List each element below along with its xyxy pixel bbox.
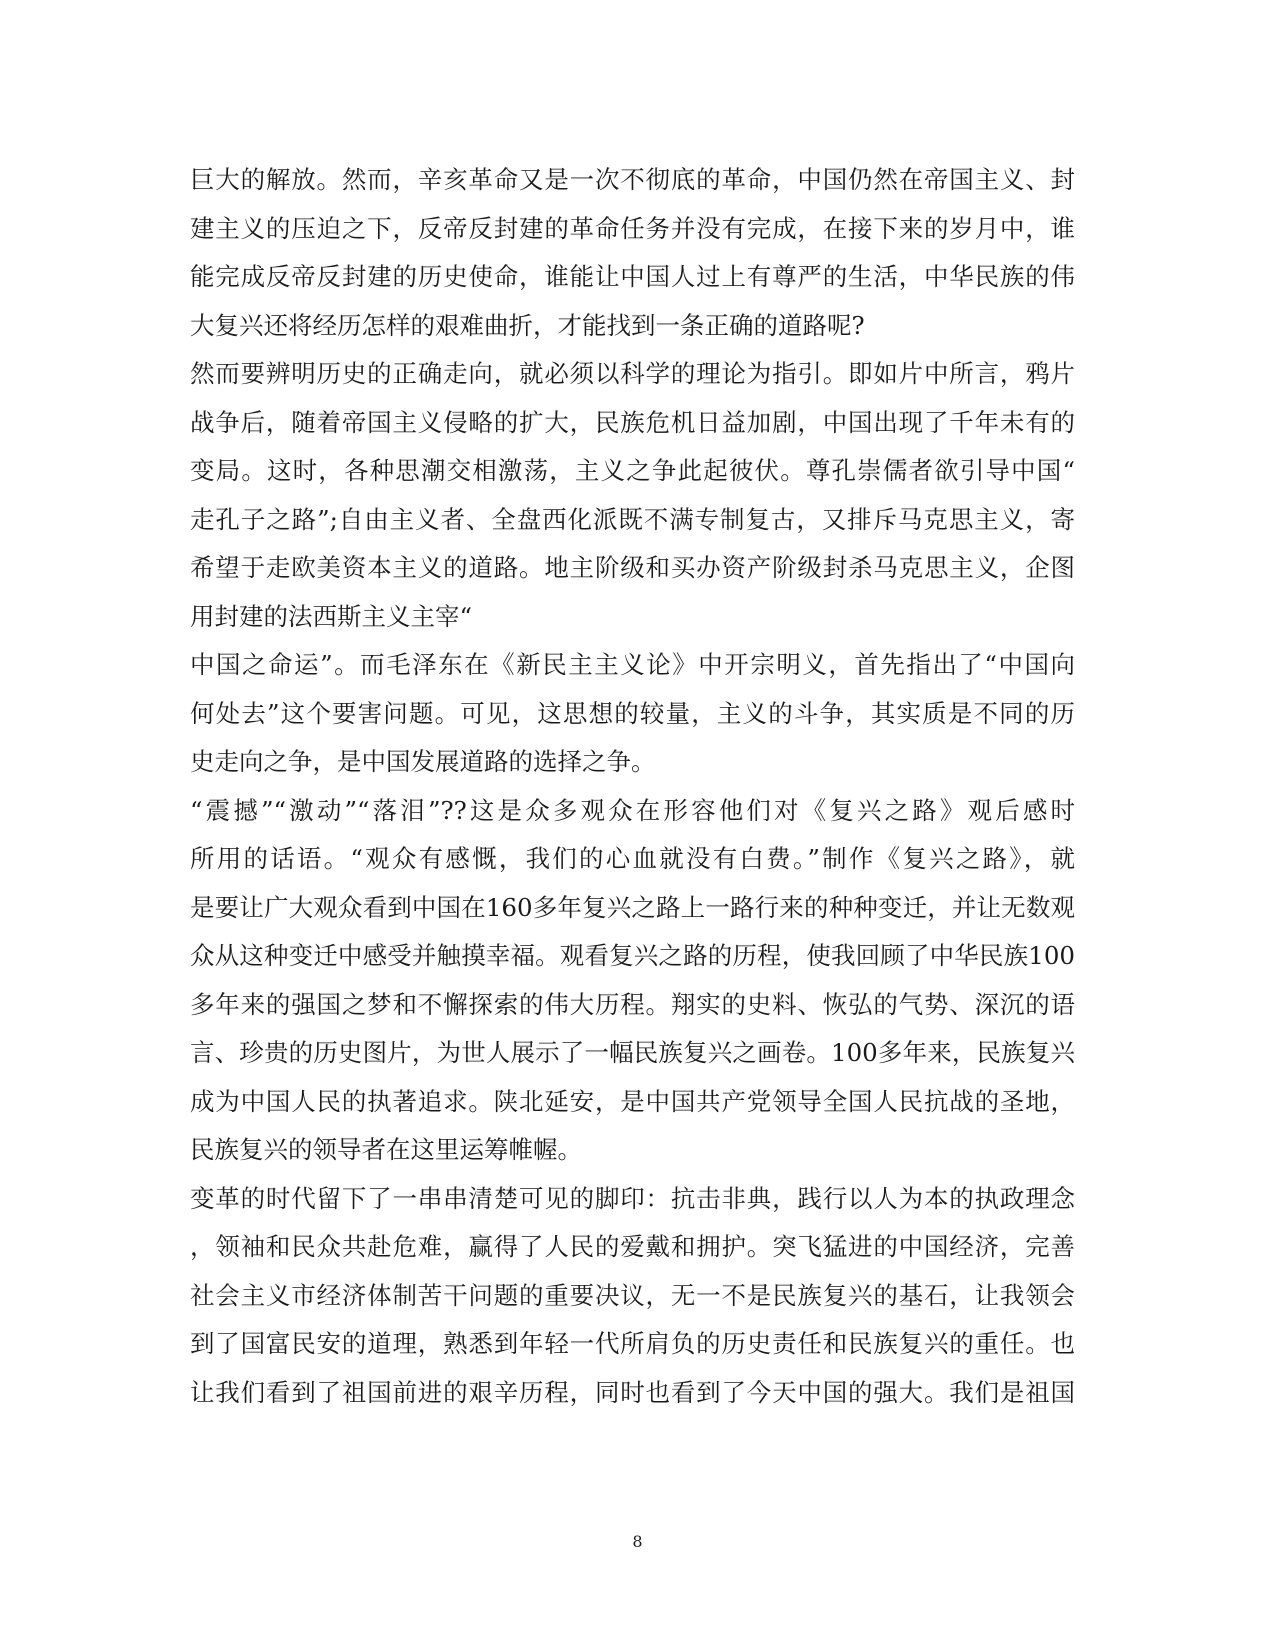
- text-line: 到了国富民安的道理，熟悉到年轻一代所肩负的历史责任和民族复兴的重任。也: [190, 1329, 1075, 1358]
- text-line: ，领袖和民众共赴危难，赢得了人民的爱戴和拥护。突飞猛进的中国经济，完善: [190, 1232, 1075, 1261]
- text-line: 言、珍贵的历史图片，为世人展示了一幅民族复兴之画卷。100多年来，民族复兴: [190, 1038, 1075, 1067]
- text-line: 大复兴还将经历怎样的艰难曲折，才能找到一条正确的道路呢?: [190, 310, 865, 340]
- text-line: 能完成反帝反封建的历史使命，谁能让中国人过上有尊严的生活，中华民族的伟: [190, 262, 1075, 291]
- body-text: [190, 156, 1075, 1417]
- text-line: 巨大的解放。然而，辛亥革命又是一次不彻底的革命，中国仍然在帝国主义、封: [190, 165, 1075, 194]
- text-line: 社会主义市经济体制苦干问题的重要决议，无一不是民族复兴的基石，让我领会: [190, 1280, 1075, 1310]
- text-line: 变局。这时，各种思潮交相激荡，主义之争此起彼伏。尊孔崇儒者欲引导中国“: [190, 456, 1075, 485]
- text-line: 变革的时代留下了一串串清楚可见的脚印：抗击非典，践行以人为本的执政理念: [190, 1183, 1075, 1213]
- text-line: 所用的话语。“观众有感慨，我们的心血就没有白费。”制作《复兴之路》，就: [190, 844, 1075, 873]
- text-line: 何处去”这个要害问题。可见，这思想的较量，主义的斗争，其实质是不同的历: [190, 698, 1075, 728]
- text-line: 是要让广大观众看到中国在160多年复兴之路上一路行来的种种变迁，并让无数观: [190, 892, 1075, 922]
- text-line: 希望于走欧美资本主义的道路。地主阶级和买办资产阶级封杀马克思主义，企图: [190, 553, 1075, 582]
- text-line: 然而要辨明历史的正确走向，就必须以科学的理论为指引。即如片中所言，鸦片: [190, 359, 1075, 388]
- text-line: 众从这种变迁中感受并触摸幸福。观看复兴之路的历程，使我回顾了中华民族100: [190, 941, 1075, 970]
- text-line: 中国之命运”。而毛泽东在《新民主主义论》中开宗明义，首先指出了“中国向: [190, 650, 1075, 679]
- text-line: 用封建的法西斯主义主宰“: [190, 601, 473, 631]
- text-line: 战争后，随着帝国主义侵略的扩大，民族危机日益加剧，中国出现了千年未有的: [190, 407, 1075, 437]
- text-line: 民族复兴的领导者在这里运筹帷幄。: [190, 1135, 582, 1164]
- text-line: “震撼”“激动”“落泪”??这是众多观众在形容他们对《复兴之路》观后感时: [190, 795, 1075, 825]
- text-line: 建主义的压迫之下，反帝反封建的革命任务并没有完成，在接下来的岁月中，谁: [190, 213, 1075, 243]
- text-line: 走孔子之路”;自由主义者、全盘西化派既不满专制复古，又排斥马克思主义，寄: [190, 504, 1075, 534]
- text-line: 史走向之争，是中国发展道路的选择之争。: [190, 747, 656, 776]
- text-line: 成为中国人民的执著追求。陕北延安，是中国共产党领导全国人民抗战的圣地，: [190, 1086, 1075, 1116]
- text-line: 多年来的强国之梦和不懈探索的伟大历程。翔实的史料、恢弘的气势、深沉的语: [190, 989, 1075, 1019]
- page-number: 8: [632, 1532, 643, 1551]
- text-line: 让我们看到了祖国前进的艰辛历程，同时也看到了今天中国的强大。我们是祖国: [190, 1377, 1075, 1407]
